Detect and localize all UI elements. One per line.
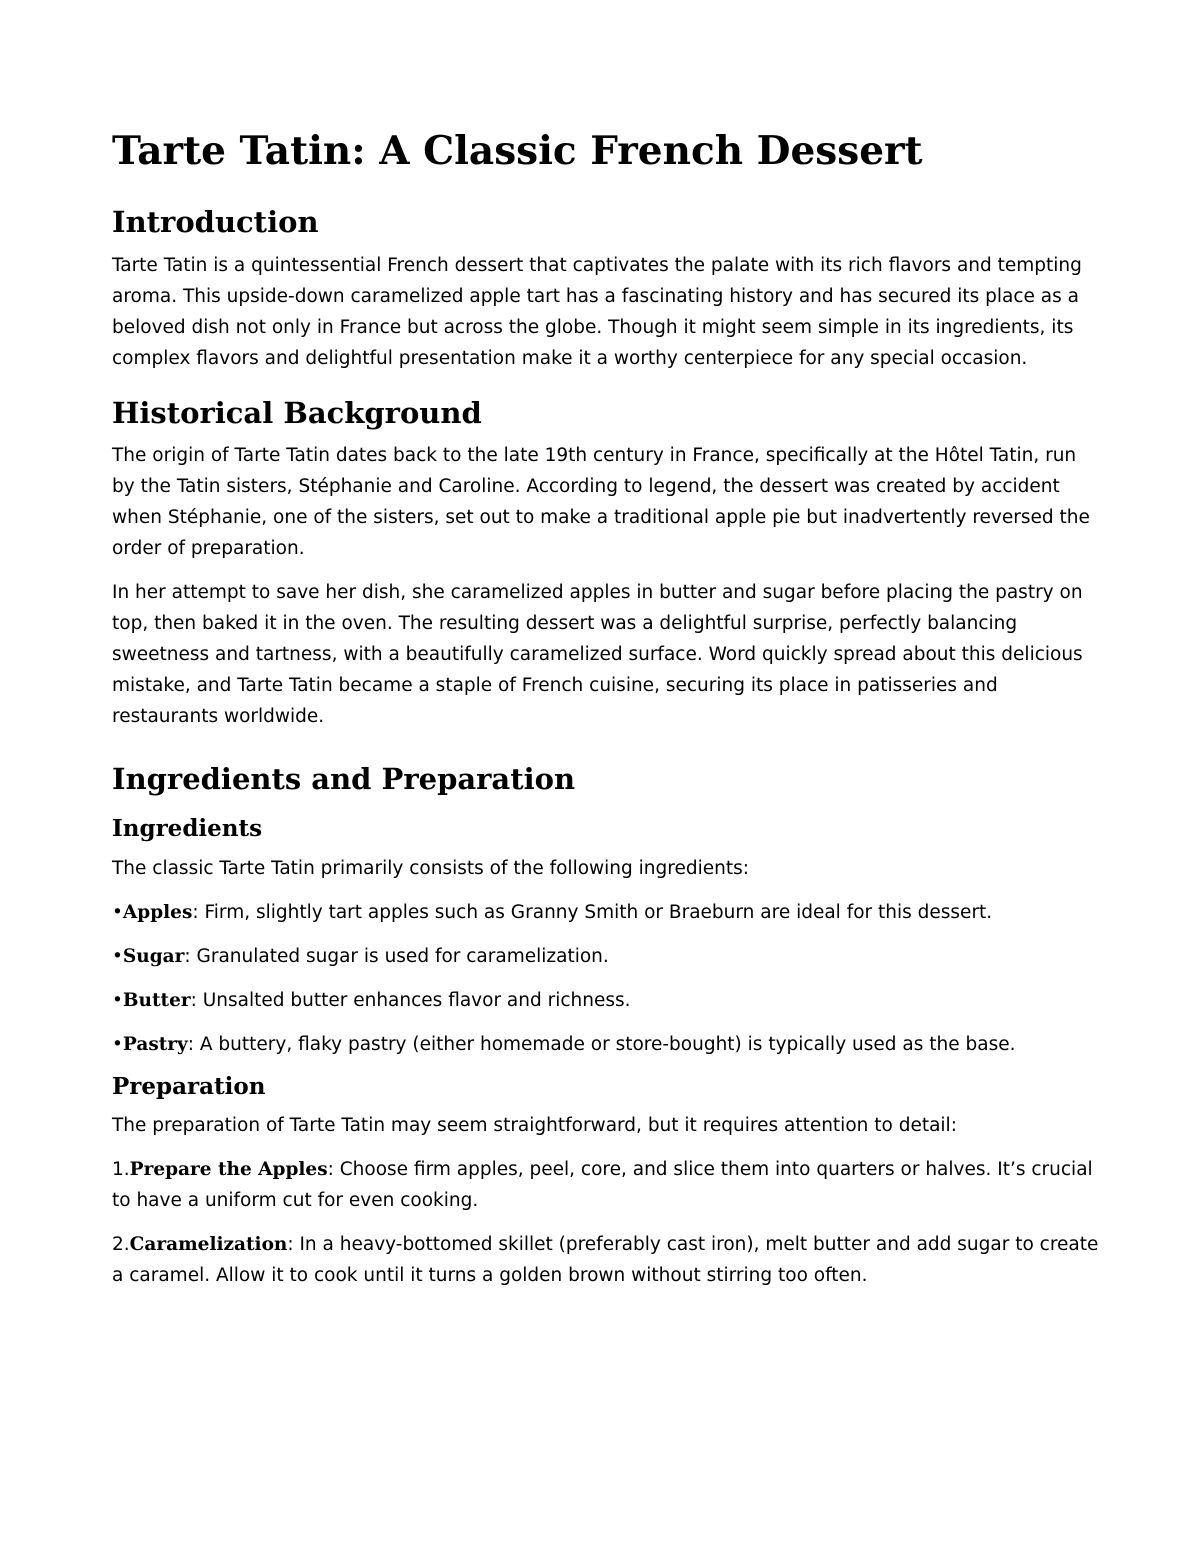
bullet-marker: • [112, 901, 123, 923]
bullet-marker: • [112, 1033, 123, 1055]
introduction-heading: Introduction [112, 204, 319, 239]
ingredients-heading: Ingredients [112, 815, 263, 843]
preparation-subsection [112, 1073, 1102, 1292]
ingredient-text: : A buttery, flaky pastry (either homemade or store-bought) is typically used as the base. [187, 1033, 1016, 1055]
step-number: 1. [112, 1159, 130, 1181]
ingredient-item [112, 941, 1102, 972]
step-text: : In a heavy-bottomed skillet (preferably cast iron), melt butter and add sugar to create a caramel. Allow it to cook until it turns a golden brown without stirring too often. [112, 1234, 1099, 1287]
ingredient-text: : Firm, slightly tart apples such as Granny Smith or Braeburn are ideal for this dessert. [192, 901, 993, 923]
bullet-marker: • [112, 989, 123, 1011]
preparation-heading: Preparation [112, 1072, 266, 1100]
ingredient-label: Pastry [122, 1033, 188, 1055]
ingredients-preparation-heading: Ingredients and Preparation [112, 762, 576, 797]
preparation-step [112, 1229, 1102, 1291]
ingredient-label: Apples [122, 901, 193, 923]
step-text: : Choose firm apples, peel, core, and slice them into quarters or halves. It’s crucial to have a uniform cut for even cooking. [112, 1159, 1093, 1212]
ingredient-label: Sugar [122, 945, 185, 967]
step-label: Prepare the Apples [129, 1159, 328, 1181]
history-paragraph-2: In her attempt to save her dish, she caramelized apples in butter and sugar before placing the pastry on top, then baked it in the oven. The resulting dessert was a delightful surprise, perfectly balancing sweetness and tartness, with a beautifully caramelized surface. Word quickly spread about this delicious mistake, and Tarte Tatin became a staple of French cuisine, securing its place in patisseries and restaurants worldwide. [112, 582, 1083, 728]
ingredient-label: Butter [122, 989, 191, 1011]
ingredient-item [112, 897, 1102, 928]
ingredient-item [112, 985, 1102, 1016]
document-page [112, 128, 1102, 1304]
preparation-intro: The preparation of Tarte Tatin may seem straightforward, but it requires attention to detail: [112, 1115, 957, 1137]
document-title: Tarte Tatin: A Classic French Dessert [112, 128, 923, 174]
history-heading: Historical Background [112, 395, 482, 430]
introduction-section [112, 205, 1102, 374]
ingredients-preparation-section [112, 762, 1102, 1291]
ingredient-text: : Unsalted butter enhances flavor and richness. [190, 989, 631, 1011]
step-number: 2. [112, 1234, 130, 1256]
ingredient-text: : Granulated sugar is used for caramelization. [184, 945, 609, 967]
ingredients-intro: The classic Tarte Tatin primarily consists of the following ingredients: [112, 857, 749, 879]
history-section [112, 396, 1102, 733]
ingredient-item [112, 1029, 1102, 1060]
history-paragraph-1: The origin of Tarte Tatin dates back to the late 19th century in France, specifically at the Hôtel Tatin, run by the Tatin sisters, Stéphanie and Caroline. According to legend, the dessert was created by accident when Stéphanie, one of the sisters, set out to make a traditional apple pie but inadvertently reversed the order of preparation. [112, 445, 1090, 560]
step-label: Caramelization [129, 1234, 288, 1256]
preparation-step [112, 1154, 1102, 1216]
bullet-marker: • [112, 945, 123, 967]
introduction-paragraph: Tarte Tatin is a quintessential French dessert that captivates the palate with its rich flavors and tempting aroma. This upside-down caramelized apple tart has a fascinating history and has secured its place as a beloved dish not only in France but across the globe. Though it might seem simple in its ingredients, its complex flavors and delightful presentation make it a worthy centerpiece for any special occasion. [112, 254, 1082, 369]
ingredients-subsection [112, 815, 1102, 1060]
